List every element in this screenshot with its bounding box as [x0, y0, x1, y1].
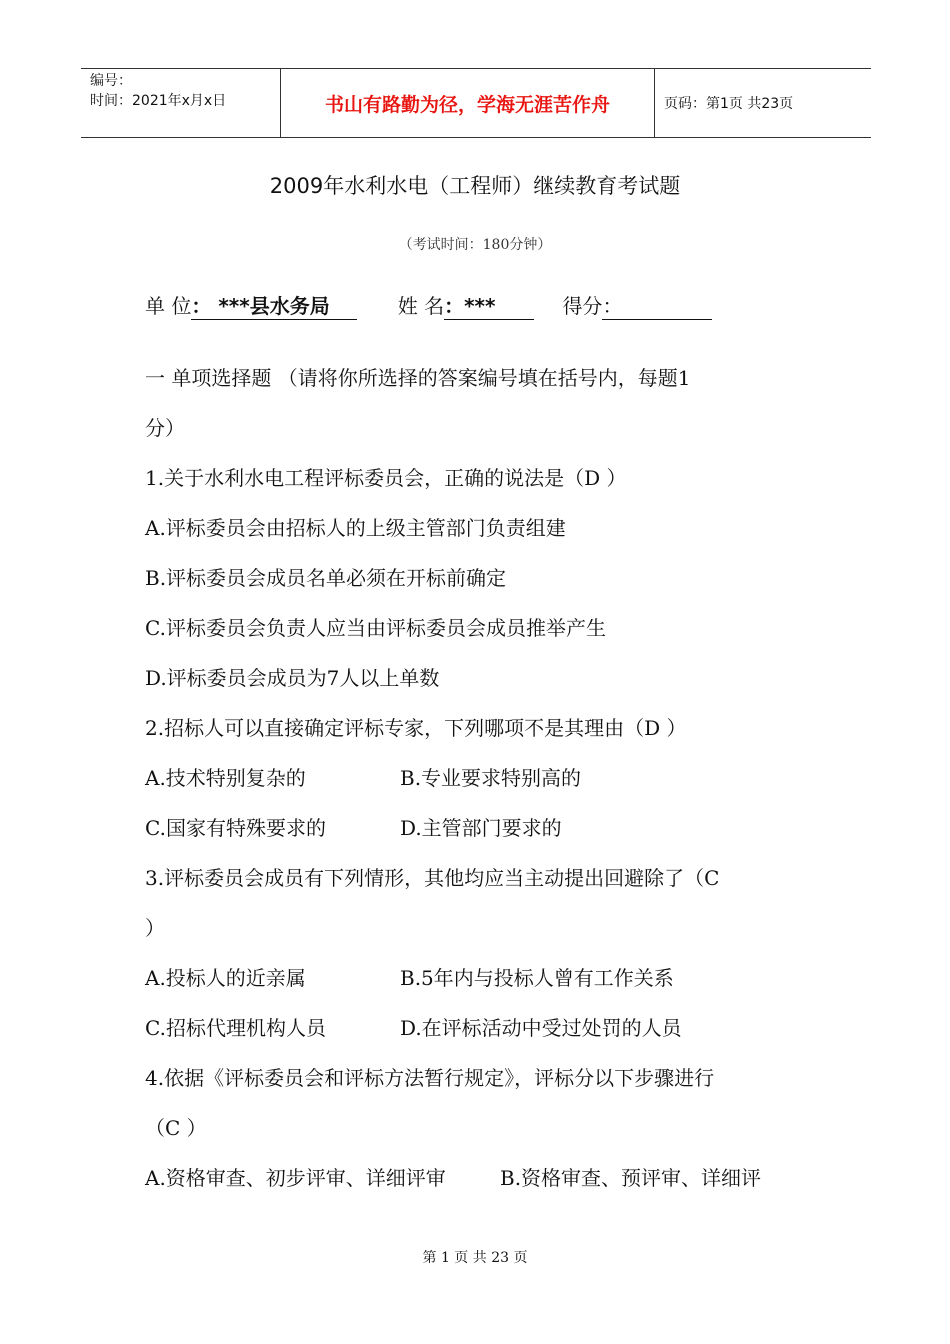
q1-stem: 1.关于水利水电工程评标委员会，正确的说法是（D ）	[145, 466, 627, 490]
q1-option-a: A.评标委员会由招标人的上级主管部门负责组建	[145, 516, 566, 540]
q2-option-b: B.专业要求特别高的	[400, 766, 582, 790]
page-title: 2009年水利水电（工程师）继续教育考试题	[269, 174, 681, 198]
page-footer: 第 1 页 共 23 页	[422, 1250, 528, 1266]
q3-option-c: C.招标代理机构人员	[145, 1016, 326, 1040]
unit-label: 单 位	[145, 294, 192, 318]
doc-number-label: 编号：	[90, 73, 132, 89]
score-label: 得分	[562, 294, 603, 318]
q1-option-c: C.评标委员会负责人应当由评标委员会成员推举产生	[145, 616, 606, 640]
q1-option-b: B.评标委员会成员名单必须在开标前确定	[145, 566, 507, 590]
section-heading: 一 单项选择题 （请将你所选择的答案编号填在括号内，每题1	[145, 366, 691, 390]
q3-stem-cont: ）	[145, 916, 165, 940]
q4-option-b: B.资格审查、预评审、详细评	[500, 1166, 762, 1190]
q3-option-b: B.5年内与投标人曾有工作关系	[400, 966, 674, 990]
q3-stem: 3.评标委员会成员有下列情形，其他均应当主动提出回避除了（C	[145, 866, 720, 890]
section-heading-cont: 分）	[145, 416, 185, 440]
q3-option-a: A.投标人的近亲属	[145, 966, 306, 990]
page-header	[81, 68, 871, 138]
score-value: ：	[602, 290, 712, 320]
q4-option-a: A.资格审查、初步评审、详细评审	[145, 1166, 446, 1190]
header-motto: 书山有路勤为径，学海无涯苦作舟	[281, 69, 655, 137]
q2-stem: 2.招标人可以直接确定评标专家，下列哪项不是其理由（D ）	[145, 716, 687, 740]
q2-option-c: C.国家有特殊要求的	[145, 816, 326, 840]
header-page-info: 页码：第1页 共23页	[664, 96, 794, 112]
name-label: 姓 名	[397, 294, 445, 318]
exam-duration: （考试时间：180分钟）	[398, 237, 552, 253]
q3-option-d: D.在评标活动中受过处罚的人员	[400, 1016, 682, 1040]
header-meta-cell	[81, 69, 281, 137]
doc-time-label: 时间：2021年x月x日	[90, 93, 227, 109]
q4-stem-cont: （C ）	[145, 1116, 207, 1140]
q4-stem: 4.依据《评标委员会和评标方法暂行规定》，评标分以下步骤进行	[145, 1066, 715, 1090]
q2-option-d: D.主管部门要求的	[400, 816, 562, 840]
q2-option-a: A.技术特别复杂的	[145, 766, 306, 790]
q1-option-d: D.评标委员会成员为7人以上单数	[145, 666, 440, 690]
unit-value: ： ***县水务局	[191, 290, 357, 320]
name-value: ：***	[444, 290, 534, 320]
candidate-info	[145, 290, 712, 320]
